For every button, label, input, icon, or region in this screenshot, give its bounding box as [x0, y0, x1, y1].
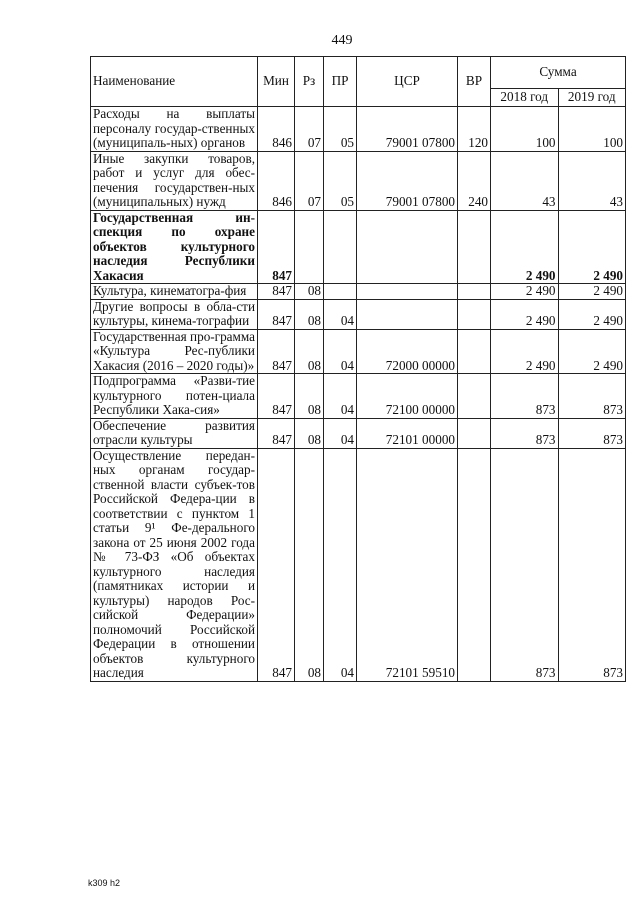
cell-name: Обеспечение развития отрасли культуры: [91, 418, 258, 448]
cell-csr: [357, 299, 458, 329]
cell-vr: [458, 418, 491, 448]
table-row: [91, 448, 626, 681]
cell-sum-2018: 2 490: [491, 210, 559, 284]
cell-min: 846: [258, 107, 295, 152]
cell-name: Государственная ин-спекция по охране объектов культурного наследия Республики Хакасия: [91, 210, 258, 284]
table-row: [91, 374, 626, 419]
cell-csr: 79001 07800: [357, 151, 458, 210]
cell-sum-2018: 873: [491, 448, 559, 681]
cell-sum-2019: 43: [558, 151, 626, 210]
cell-name: Расходы на выплаты персоналу государ-ственных (муниципаль-ных) органов: [91, 107, 258, 152]
table-header: [91, 57, 626, 107]
table-row: [91, 299, 626, 329]
header-rz: Рз: [295, 57, 324, 107]
cell-csr: [357, 284, 458, 300]
cell-vr: [458, 448, 491, 681]
cell-name: Осуществление передан-ных органам государ-ственной власти субъек-тов Российской Федера-ции в соответствии с пунктом 1 статьи 9¹ Фе-дерального закона от 25 июня 2002 года № 73-ФЗ «Об объектах культурного наследия (памятниках истории и культуры) народов Рос-сийской Федерации» полномочий Российской Федерации в отношении объектов культурного наследия: [91, 448, 258, 681]
table-row: [91, 418, 626, 448]
cell-csr: 72101 00000: [357, 418, 458, 448]
cell-min: 847: [258, 299, 295, 329]
cell-sum-2019: 873: [558, 448, 626, 681]
cell-rz: [295, 210, 324, 284]
cell-sum-2019: 2 490: [558, 284, 626, 300]
cell-csr: 72101 59510: [357, 448, 458, 681]
cell-sum-2019: 2 490: [558, 210, 626, 284]
cell-pr: 05: [324, 107, 357, 152]
cell-rz: 08: [295, 329, 324, 374]
cell-sum-2018: 100: [491, 107, 559, 152]
cell-sum-2018: 873: [491, 418, 559, 448]
cell-rz: 08: [295, 284, 324, 300]
table-row: [91, 329, 626, 374]
cell-vr: 120: [458, 107, 491, 152]
cell-sum-2019: 2 490: [558, 329, 626, 374]
header-min: Мин: [258, 57, 295, 107]
cell-sum-2019: 873: [558, 374, 626, 419]
cell-min: 847: [258, 210, 295, 284]
cell-min: 846: [258, 151, 295, 210]
cell-min: 847: [258, 284, 295, 300]
cell-name: Иные закупки товаров, работ и услуг для обес-печения государствен-ных (муниципальных) нужд: [91, 151, 258, 210]
cell-csr: 72000 00000: [357, 329, 458, 374]
budget-table: [90, 56, 626, 682]
cell-pr: [324, 284, 357, 300]
cell-rz: 08: [295, 299, 324, 329]
cell-rz: 07: [295, 151, 324, 210]
cell-vr: [458, 374, 491, 419]
header-vr: ВР: [458, 57, 491, 107]
cell-rz: 08: [295, 374, 324, 419]
cell-name: Культура, кинематогра-фия: [91, 284, 258, 300]
cell-min: 847: [258, 329, 295, 374]
cell-rz: 08: [295, 418, 324, 448]
table-row: [91, 284, 626, 300]
cell-sum-2018: 2 490: [491, 299, 559, 329]
cell-vr: [458, 329, 491, 374]
cell-name: Подпрограмма «Разви-тие культурного потен-циала Республики Хака-сия»: [91, 374, 258, 419]
cell-min: 847: [258, 448, 295, 681]
cell-sum-2018: 873: [491, 374, 559, 419]
header-name: Наименование: [91, 57, 258, 107]
cell-vr: [458, 284, 491, 300]
cell-name: Другие вопросы в обла-сти культуры, кинема-тографии: [91, 299, 258, 329]
cell-pr: 04: [324, 299, 357, 329]
cell-vr: [458, 210, 491, 284]
header-sum: Сумма: [491, 57, 626, 89]
cell-pr: 05: [324, 151, 357, 210]
cell-vr: 240: [458, 151, 491, 210]
cell-sum-2019: 873: [558, 418, 626, 448]
header-year-2019: 2019 год: [558, 89, 626, 107]
cell-sum-2019: 100: [558, 107, 626, 152]
cell-sum-2018: 43: [491, 151, 559, 210]
cell-pr: 04: [324, 448, 357, 681]
cell-pr: 04: [324, 329, 357, 374]
cell-vr: [458, 299, 491, 329]
cell-csr: 79001 07800: [357, 107, 458, 152]
table-body: [91, 107, 626, 682]
cell-csr: 72100 00000: [357, 374, 458, 419]
cell-min: 847: [258, 374, 295, 419]
header-pr: ПР: [324, 57, 357, 107]
cell-rz: 08: [295, 448, 324, 681]
footer-code: k309 h2: [88, 878, 121, 888]
cell-pr: 04: [324, 418, 357, 448]
header-csr: ЦСР: [357, 57, 458, 107]
table-row: [91, 107, 626, 152]
cell-pr: 04: [324, 374, 357, 419]
header-year-2018: 2018 год: [491, 89, 559, 107]
cell-csr: [357, 210, 458, 284]
cell-name: Государственная про-грамма «Культура Рес-публики Хакасия (2016 – 2020 годы)»: [91, 329, 258, 374]
cell-sum-2018: 2 490: [491, 329, 559, 374]
cell-sum-2018: 2 490: [491, 284, 559, 300]
cell-sum-2019: 2 490: [558, 299, 626, 329]
cell-rz: 07: [295, 107, 324, 152]
page-number: 449: [331, 33, 353, 48]
cell-pr: [324, 210, 357, 284]
table-row: [91, 210, 626, 284]
table-row: [91, 151, 626, 210]
cell-min: 847: [258, 418, 295, 448]
